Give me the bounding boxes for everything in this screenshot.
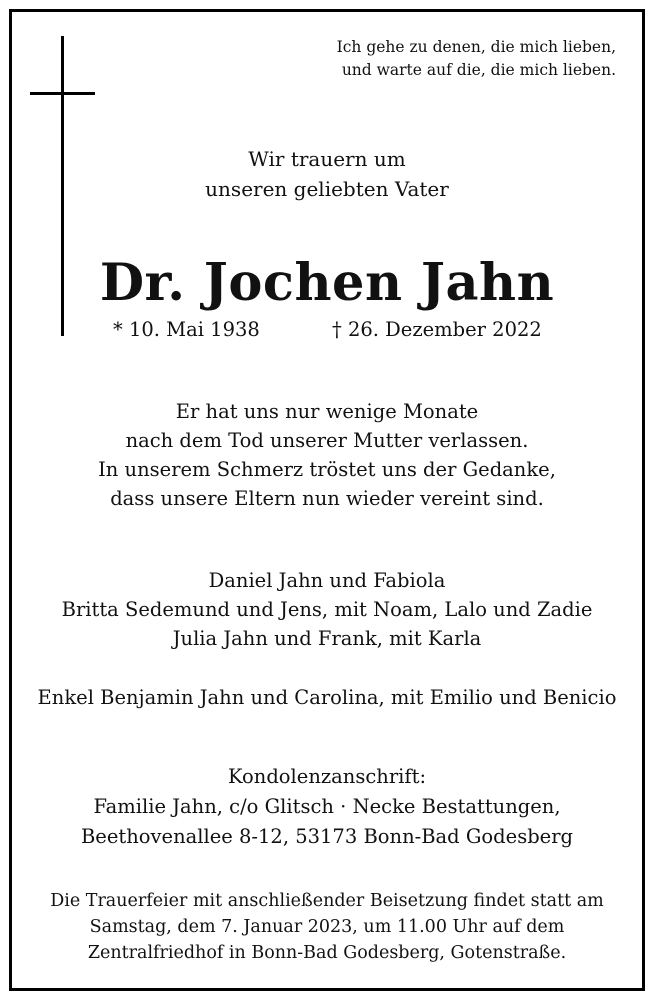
family-mourners [0,566,654,653]
death-date: † 26. Dezember 2022 [332,318,542,341]
motto-line: und warte auf die, die mich lieben. [341,61,616,79]
address-line: Familie Jahn, c/o Glitsch · Necke Bestattungen, [93,795,561,818]
motto-line: Ich gehe zu denen, die mich lieben, [336,38,616,56]
family-line: Julia Jahn und Frank, mit Karla [172,627,482,650]
funeral-line: Zentralfriedhof in Bonn-Bad Godesberg, Gotenstraße. [87,943,567,963]
motto-quote [296,36,616,82]
family-line: Daniel Jahn und Fabiola [208,569,446,592]
condolence-address [0,762,654,852]
birth-date: * 10. Mai 1938 [113,318,260,341]
address-line: Beethovenallee 8-12, 53173 Bonn-Bad Godesberg [80,825,574,848]
message-line: Er hat uns nur wenige Monate [175,400,479,423]
deceased-name: Dr. Jochen Jahn [99,253,555,313]
cross-horizontal-bar [30,92,95,95]
intro-text [0,144,654,204]
message-line: dass unsere Eltern nun wieder vereint sind. [110,487,544,510]
intro-line: unseren geliebten Vater [205,177,449,201]
funeral-info [0,888,654,966]
address-line: Kondolenzanschrift: [227,765,427,788]
message-line: nach dem Tod unserer Mutter verlassen. [125,429,529,452]
memorial-message [0,397,654,513]
message-line: In unserem Schmerz tröstet uns der Gedanke, [98,458,556,481]
funeral-line: Die Trauerfeier mit anschließender Beisetzung findet statt am [50,891,604,911]
grandchildren-line: Enkel Benjamin Jahn und Carolina, mit Emilio und Benicio [37,686,617,709]
family-line: Britta Sedemund und Jens, mit Noam, Lalo und Zadie [61,598,593,621]
intro-line: Wir trauern um [248,147,406,171]
funeral-line: Samstag, dem 7. Januar 2023, um 11.00 Uhr auf dem [89,917,565,937]
